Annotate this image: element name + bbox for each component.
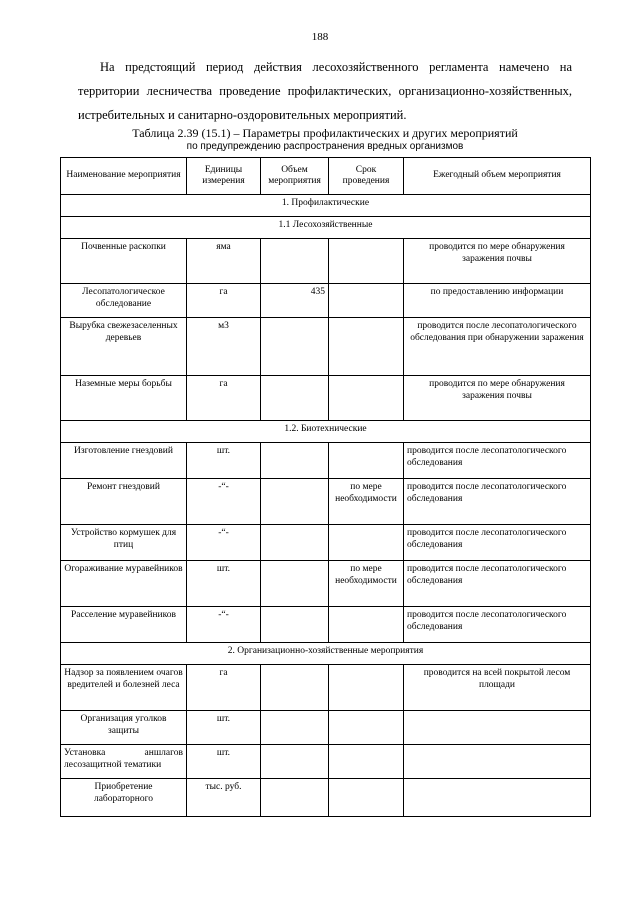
cell-name: Организация уголков защиты [61,711,187,745]
cell-unit: га [187,284,261,318]
table-row [61,239,591,284]
cell-name: Устройство кормушек для птиц [61,525,187,561]
cell-name: Приобретение лабораторного [61,779,187,817]
section-row [61,195,591,217]
table-row [61,779,591,817]
cell-name: Надзор за появлением очагов вредителей и болезней леса [61,665,187,711]
cell-annual: проводится после лесопатологического обследования [404,479,591,525]
cell-name: Лесопатологическое обследование [61,284,187,318]
cell-volume [261,779,329,817]
cell-unit: м3 [187,318,261,376]
cell-annual: проводится по мере обнаружения заражения почвы [404,239,591,284]
cell-unit: га [187,665,261,711]
cell-volume [261,745,329,779]
cell-unit: шт. [187,561,261,607]
section-title: 1.2. Биотехнические [61,421,591,443]
cell-unit: -“- [187,607,261,643]
cell-volume [261,376,329,421]
table-row [61,443,591,479]
table-row [61,318,591,376]
table-header-row [61,158,591,195]
header-annual: Ежегодный объем мероприятия [404,158,591,195]
cell-term: по мере необходимости [329,479,404,525]
cell-annual: по предоставлению информации [404,284,591,318]
cell-volume [261,711,329,745]
cell-term [329,376,404,421]
cell-volume [261,239,329,284]
intro-paragraph: На предстоящий период действия лесохозяйственного регламента намечено на территории лесничества проведение профилактических, организационно-хозяйственных, истребительных и санитарно-оздоровительных мероприятий. [78,60,572,122]
cell-annual: проводится после лесопатологического обследования при обнаружении заражения [404,318,591,376]
cell-annual [404,711,591,745]
cell-unit: га [187,376,261,421]
cell-volume [261,479,329,525]
cell-volume: 435 [261,284,329,318]
cell-annual: проводится после лесопатологического обследования [404,443,591,479]
cell-volume [261,525,329,561]
cell-name: Установка аншлагов лесозащитной тематики [61,745,187,779]
section-row [61,217,591,239]
cell-unit: шт. [187,443,261,479]
cell-name: Вырубка свежезаселенных деревьев [61,318,187,376]
table-row [61,607,591,643]
table-subcaption: по предупреждению распространения вредных организмов [186,141,464,152]
header-term: Срок проведения [329,158,404,195]
cell-term: по мере необходимости [329,561,404,607]
cell-unit: -“- [187,479,261,525]
table-row [61,745,591,779]
cell-term [329,745,404,779]
cell-name: Огораживание муравейников [61,561,187,607]
table-row [61,525,591,561]
cell-name: Расселение муравейников [61,607,187,643]
cell-annual [404,779,591,817]
cell-annual [404,745,591,779]
section-title: 1.1 Лесохозяйственные [61,217,591,239]
page-number: 188 [311,31,329,43]
cell-volume [261,561,329,607]
cell-term [329,779,404,817]
cell-name: Наземные меры борьбы [61,376,187,421]
section-row [61,421,591,443]
table-row [61,284,591,318]
cell-term [329,607,404,643]
cell-annual: проводится после лесопатологического обследования [404,561,591,607]
table-row [61,561,591,607]
cell-unit: яма [187,239,261,284]
header-name: Наименование мероприятия [61,158,187,195]
cell-name: Почвенные раскопки [61,239,187,284]
cell-term [329,711,404,745]
cell-term [329,318,404,376]
section-row [61,643,591,665]
cell-term [329,525,404,561]
table-caption: Таблица 2.39 (15.1) – Параметры профилактических и других мероприятий [132,126,518,140]
cell-annual: проводится после лесопатологического обследования [404,607,591,643]
cell-term [329,239,404,284]
parameters-table [60,157,591,817]
cell-annual: проводится по мере обнаружения заражения почвы [404,376,591,421]
cell-annual: проводится на всей покрытой лесом площади [404,665,591,711]
section-title: 1. Профилактические [61,195,591,217]
section-title: 2. Организационно-хозяйственные мероприятия [61,643,591,665]
cell-name: Ремонт гнездовий [61,479,187,525]
cell-term [329,443,404,479]
header-volume: Объем мероприятия [261,158,329,195]
cell-unit: тыс. руб. [187,779,261,817]
cell-term [329,665,404,711]
cell-volume [261,607,329,643]
header-unit: Единицы измерения [187,158,261,195]
table-row [61,479,591,525]
table-row [61,376,591,421]
cell-term [329,284,404,318]
cell-unit: шт. [187,711,261,745]
table-row [61,665,591,711]
cell-volume [261,665,329,711]
cell-volume [261,318,329,376]
cell-name: Изготовление гнездовий [61,443,187,479]
table-row [61,711,591,745]
cell-unit: шт. [187,745,261,779]
cell-annual: проводится после лесопатологического обследования [404,525,591,561]
cell-unit: -“- [187,525,261,561]
cell-volume [261,443,329,479]
